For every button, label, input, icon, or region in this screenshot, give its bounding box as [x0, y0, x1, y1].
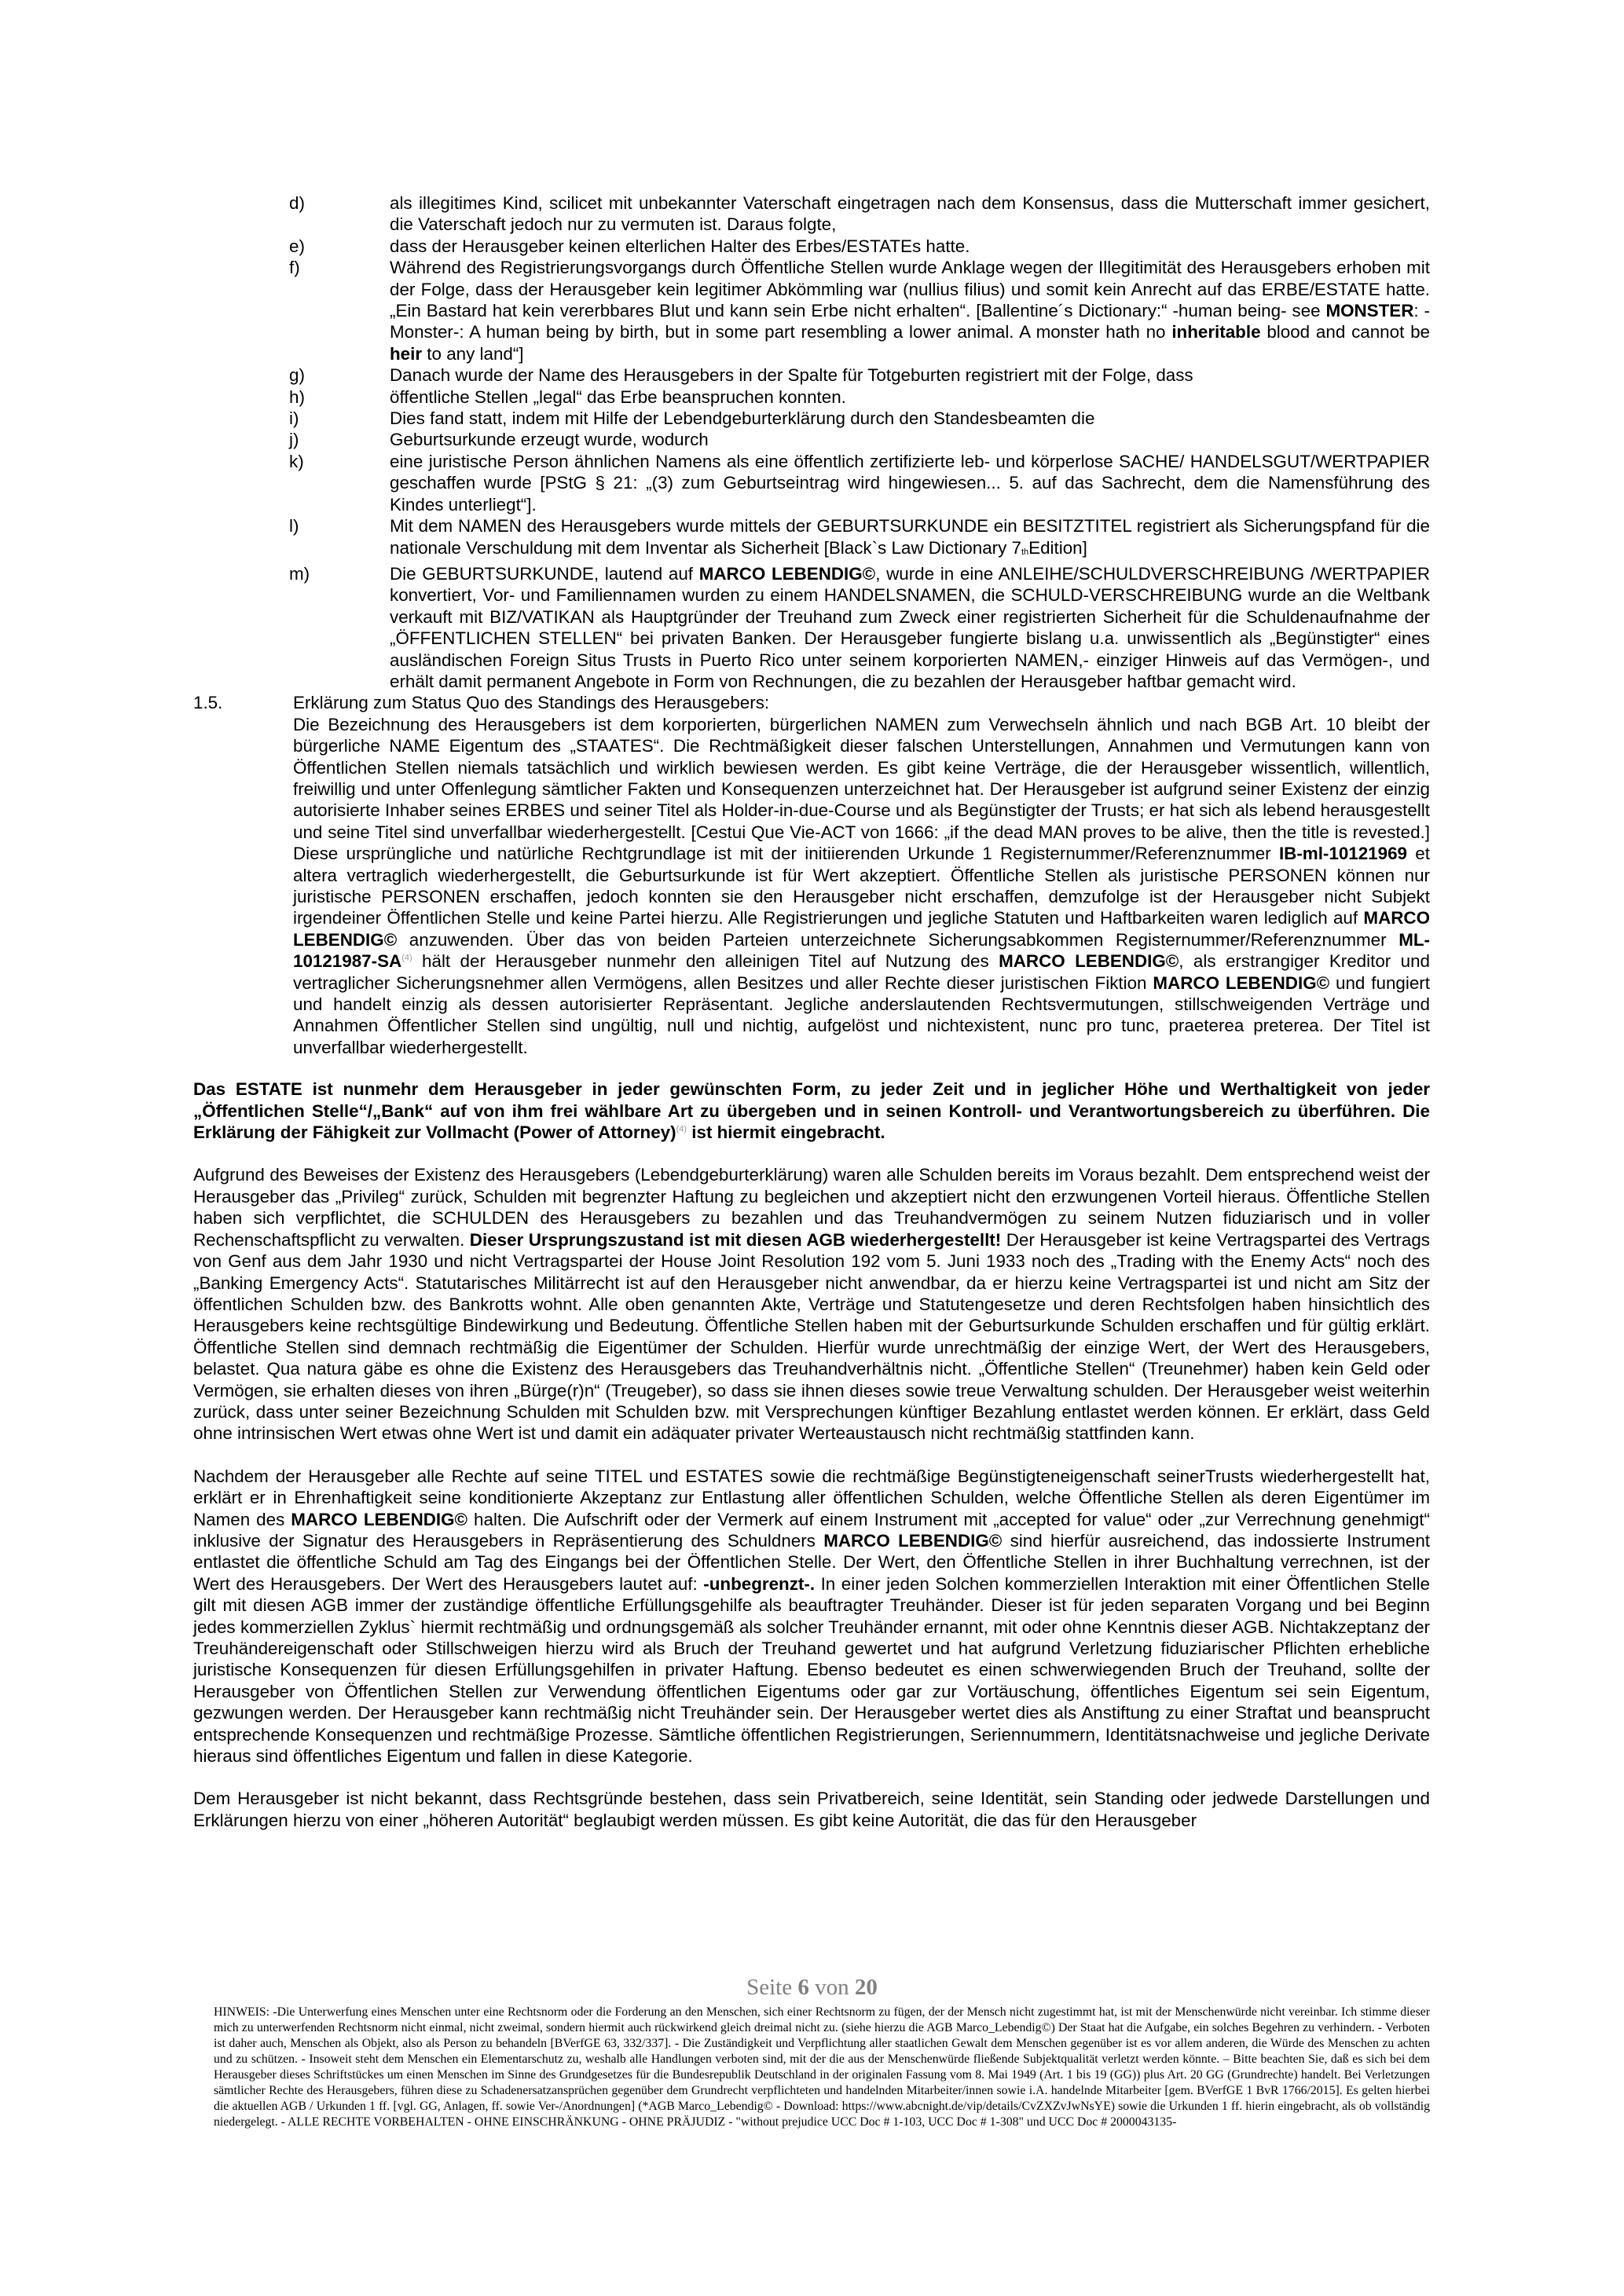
list-item-text: [390, 515, 1430, 563]
footnote-ref: (4): [401, 953, 412, 963]
text-run: Aufgrund des Beweises der Existenz des Herausgebers (Lebendgeburterklärung) waren alle Schulden bereits im Voraus bezahlt. Dem entsprechend weist der Herausgeber das „Privileg“ zurück, Schulden mit begrenzter Haftung zu begleichen und akzeptiert nicht den erzwungenen Vorteil hieraus. Öffentliche Stellen haben sich verpflichtet, die SCHULDEN des Herausgebers zu bezahlen und das Treuhandvermögen zu seinem Nutzen fiduziarisch und in voller Rechenschaftspflicht zu verwalten.: [193, 1165, 1430, 1250]
bold-run: MARCO LEBENDIG©: [291, 1509, 468, 1529]
list-item-l: [193, 515, 1430, 563]
section-heading: Erklärung zum Status Quo des Standings des Herausgebers:: [293, 693, 770, 713]
list-item-text: als illegitimes Kind, scilicet mit unbekannter Vaterschaft eingetragen nach dem Konsensus, dass die Mutterschaft immer gesichert, die Vaterschaft jedoch nur zu vermuten ist. Daraus folgte,: [390, 193, 1430, 235]
list-item-e: [193, 236, 1430, 257]
text-run: sind hierfür ausreichend, das indossierte Instrument entlastet die öffentliche Schuld am Tag des Eingangs bei der Öffentlichen Stelle. Der Wert, den Öffentliche Stellen in ihrer Buchhaltung verrechnen, ist der Wert des Herausgebers. Der Wert des Herausgebers lautet auf:: [193, 1530, 1430, 1594]
bold-run: MONSTER: [1325, 301, 1414, 321]
text-run: Das ESTATE ist nunmehr dem Herausgeber in jeder gewünschten Form, zu jeder Zeit und in jeglicher Höhe und Werthaltigkeit von jeder „Öffentlichen Stelle“/„Bank“ auf von ihm frei wählbare Art zu übergeben und in seinen Kontroll- und Verantwortungsbereich zu überführen. Die Erklärung der Fähigkeit zur Vollmacht (Power of Attorney): [193, 1079, 1430, 1143]
text-run: , als erstrangiger Kreditor und vertraglicher Sicherungsnehmer allen Vermögens, allen Besitzes und aller Rechte dieser juristischen Fiktion: [293, 951, 1430, 993]
page-word: Seite: [746, 1975, 793, 2000]
text-run: In einer jeden Solchen kommerziellen Interaktion mit einer Öffentlichen Stelle gilt mit diesen AGB immer der zuständige öffentliche Erfüllungsgehilfe als beauftragter Treuhänder. Dieser ist für jeden separaten Vorgang und bei Beginn jedes kommerziellen Zyklus` hiermit rechtmäßig und ordnungsgemäß als solcher Treuhänder ernannt, mit oder ohne Kenntnis dieser AGB. Nichtakzeptanz der Treuhändereigenschaft oder Stillschweigen hierzu wird als Bruch der Treuhand gewertet und hat aufgrund Verletzung fiduziarischer Pflichten erhebliche juristische Konsequenzen für diesen Erfüllungsgehilfen in privater Haftung. Ebenso bedeutet es einen schwerwiegenden Bruch der Treuhand, sollte der Herausgeber von Öffentlichen Stellen zur Verwendung öffentlichen Eigentums oder gar zur Vortäuschung, öffentliches Eigentum sei sein Eigentum, gezwungen werden. Der Herausgeber kann rechtmäßig nicht Treuhänder sein. Der Herausgeber wertet dies als Anstiftung zu einer Straftat und beansprucht entsprechende Konsequenzen und rechtmäßige Prozesse. Sämtliche öffentlichen Registrierungen, Seriennummern, Identitätsnachweise und jegliche Derivate hieraus sind öffentliches Eigentum und fallen in diese Kategorie.: [193, 1573, 1430, 1767]
bold-run: Dieser Ursprungszustand ist mit diesen AGB wiederhergestellt!: [469, 1229, 1002, 1250]
text-run: : -Monster-: A human being by birth, but in some part resembling a lower animal. A monster hath no: [390, 301, 1430, 342]
text-run: blood and cannot be: [1260, 322, 1430, 342]
footnote-ref: (4): [676, 1124, 687, 1134]
list-item-label: d): [289, 193, 305, 213]
bold-run: MARCO LEBENDIG©: [823, 1530, 1003, 1551]
list-item-text: Dies fand statt, indem mit Hilfe der Lebendgeburterklärung durch den Standesbeamten die: [390, 408, 1095, 429]
text-run: Nachdem der Herausgeber alle Rechte auf seine TITEL und ESTATES sowie die rechtmäßige Begünstigteneigenschaft seinerTrusts wiederhergestellt hat, erklärt er in Ehrenhaftigkeit seine konditionierte Akzeptanz zur Entlastung aller öffentlichen Schulden, welche Öffentliche Stellen als deren Eigentümer im Namen des: [193, 1466, 1430, 1529]
list-item-label: f): [289, 258, 300, 278]
bold-run: MARCO LEBENDIG©: [293, 908, 1430, 950]
bold-run: inheritable: [1171, 322, 1261, 342]
text-run: und fungiert und handelt einzig als dessen autorisierter Repräsentant. Jegliche anderslautenden Rechtsvermutungen, stillschweigenden Verträge und Annahmen Öffentlicher Stellen sind ungültig, null und nichtig, aufgelöst und nichtexistent, nunc pro tunc, praeterea preterea. Der Titel ist unverfallbar wiederhergestellt.: [293, 972, 1430, 1057]
text-run: Der Herausgeber ist keine Vertragspartei des Vertrags von Genf aus dem Jahr 1930 und nicht Vertragspartei der House Joint Resolution 192 vom 5. Juni 1933 noch des „Trading with the Enemy Acts“ noch des „Banking Emergency Acts“. Statutarisches Militärrecht ist auf den Herausgeber nicht anwendbar, da er hierzu keine Vertragspartei ist und nicht am Sitz der öffentlichen Schulden bzw. des Bankrotts wohnt. Alle oben genannten Akte, Verträge und Statutengesetze und deren Rechtsfolgen haben hinsichtlich des Herausgebers keine rechtsgültige Bindewirkung und Bedeutung. Öffentliche Stellen haben mit der Geburtsurkunde Schulden erschaffen und für gültig erklärt. Öffentliche Stellen sind demnach rechtmäßig die Eigentümer der Schulden. Hierfür wurde unrechtmäßig der einzige Wert, der Wert des Herausgebers, belastet. Qua natura gäbe es ohne die Existenz des Herausgebers das Treuhandverhältnis nicht. „Öffentliche Stellen“ (Treunehmer) haben kein Geld oder Vermögen, sie erhalten dieses von ihren „Bürge(r)n“ (Treugeber), so dass sie ihnen dieses sowie treue Verwaltung schulden. Der Herausgeber weist weiterhin zurück, dass unter seiner Bezeichnung Schulden mit Schulden bzw. mit Versprechungen künftiger Bezahlung entlastet werden können. Er erklärt, dass Geld ohne intrinsischen Wert etwas ohne Wert ist und damit ein adäquater privater Werteaustausch nicht rechtmäßig stattfinden kann.: [193, 1229, 1430, 1444]
list-item-text: Geburtsurkunde erzeugt wurde, wodurch: [390, 430, 709, 450]
page-total: 20: [854, 1975, 878, 2000]
section-1-5-body: [293, 714, 1430, 1059]
page-number: [0, 1975, 1624, 2001]
list-item-text: eine juristische Person ähnlichen Namens als eine öffentlich zertifizierte leb- und körperlose SACHE/ HANDELSGUT/WERTPAPIER geschaffen wurde [PStG § 21: „(3) zum Geburtseintrag wird hingewiesen... 5. auf das Sachrecht, dem die Namensführung des Kindes unterliegt“].: [390, 451, 1430, 514]
list-item-text: Danach wurde der Name des Herausgebers in der Spalte für Totgeburten registriert mit der Folge, dass: [390, 365, 1193, 386]
list-item-text: öffentliche Stellen „legal“ das Erbe beanspruchen konnten.: [390, 386, 846, 407]
legal-footnote: HINWEIS: -Die Unterwerfung eines Menschen unter eine Rechtsnorm oder die Forderung an den Menschen, sich einer Rechtsnorm zu fügen, der der Mensch nicht zugestimmt hat, ist mit der Menschenwürde nicht vereinbar. Ich stimme dieser mich zu unterwerfenden Rechtsnorm nicht einmal, nicht zweimal, sondern hiermit auch rückwirkend gleich dreimal nicht zu. (siehe hierzu die AGB Marco_Lebendig©) Der Staat hat die Aufgabe, ein solches Begehren zu verhindern. - Verboten ist daher auch, Menschen als Objekt, also als Person zu behandeln [BVerfGE 63, 332/337]. - Die Zuständigkeit und Verpflichtung aller staatlichen Gewalt dem Menschen gegenüber ist es vor allem anderen, die Würde des Menschen zu achten und zu schützen. - Insoweit steht dem Menschen ein Elementarschutz zu, weshalb alle Handlungen verboten sind, mit der die aus der Menschenwürde fließende Subjektqualität verletzt werden könnte. – Bitte beachten Sie, daß es sich bei dem Herausgeber dieses Schriftstückes um einen Menschen im Sinne des Grundgesetzes für die Bundesrepublik Deutschland in der originalen Fassung vom 8. Mai 1949 (Art. 1 bis 19 (GG)) plus Art. 20 GG (Grundrechte) handelt. Bei Verletzungen sämtlicher Rechte des Herausgebers, führen diese zu Schadenersatzansprüchen gegenüber dem Grundrecht verpflichteten und handelnden Mitarbeiter/innen sowie i.A. handelnde Mitarbeiter [gem. BVerfGE 1 BvR 1766/2015]. Es gelten hierbei die aktuellen AGB / Urkunden 1 ff. [vgl. GG, Anlagen, ff. sowie Ver-/Anordnungen] (*AGB Marco_Lebendig© - Download: https://www.abcnight.de/vip/details/CvZXZvJwNsYE) sowie die Urkunden 1 ff. hierin eingebracht, als ob vollständig niedergelegt. - ALLE RECHTE VORBEHALTEN - OHNE EINSCHRÄNKUNG - OHNE PRÄJUDIZ - "without prejudice UCC Doc # 1-103, UCC Doc # 1-308" und UCC Doc # 2000043135-: [214, 2005, 1430, 2129]
page-current: 6: [797, 1975, 809, 2000]
text-run: Die GEBURTSURKUNDE, lautend auf: [390, 563, 699, 584]
estate-declaration-paragraph: [193, 1078, 1430, 1143]
list-item-g: [193, 364, 1430, 386]
bold-run: heir: [390, 343, 423, 364]
list-item-label: g): [289, 365, 305, 386]
list-item-j: [193, 429, 1430, 450]
paragraph-authority: Dem Herausgeber ist nicht bekannt, dass Rechtsgründe bestehen, dass sein Privatbereich, seine Identität, sein Standing oder jedwede Darstellungen und Erklärungen hierzu von einer „höheren Autorität“ beglaubigt werden müssen. Es gibt keine Autorität, die das für den Herausgeber: [193, 1789, 1430, 1830]
list-item-label: k): [289, 451, 304, 471]
page-of-word: von: [815, 1975, 849, 2000]
paragraph-debts: [193, 1164, 1430, 1444]
list-item-label: e): [289, 236, 305, 256]
text-run: anzuwenden. Über das von beiden Parteien unterzeichnete Sicherungsabkommen Registernummer/Referenznummer: [397, 929, 1399, 950]
list-item-k: [193, 451, 1430, 515]
text-run: to any land“]: [422, 343, 524, 364]
list-item-h: [193, 386, 1430, 408]
text-run: ist hiermit eingebracht.: [687, 1122, 885, 1143]
bold-run: ML-10121987-SA: [293, 929, 1430, 972]
list-item-d: [193, 192, 1430, 236]
bold-run: MARCO LEBENDIG©: [999, 951, 1179, 972]
list-item-m: [193, 563, 1430, 692]
text-run: Mit dem NAMEN des Herausgebers wurde mittels der GEBURTSURKUNDE ein BESITZTITEL registriert als Sicherungspfand für die nationale Verschuldung mit dem Inventar als Sicherheit [Black`s Law Dictionary 7: [390, 516, 1430, 558]
bold-run: IB-ml-10121969: [1278, 844, 1407, 864]
text-run: Während des Registrierungsvorgangs durch Öffentliche Stellen wurde Anklage wegen der Illegitimität des Herausgebers erhoben mit der Folge, dass der Herausgeber kein legitimer Abkömmling war (nullius filius) und somit kein Anrecht auf das ERBE/ESTATE hatte. „Ein Bastard hat kein vererbbares Blut und kann sein Erbe nicht erhalten“. [Ballentine´s Dictionary:“ -human being- see: [390, 258, 1430, 321]
subscript-run: th: [1021, 547, 1029, 557]
list-item-label: l): [289, 516, 299, 536]
text-run: Edition]: [1028, 537, 1087, 558]
text-run: hält der Herausgeber nunmehr den alleinigen Titel auf Nutzung des: [412, 951, 999, 972]
list-item-f: [193, 257, 1430, 364]
list-item-label: m): [289, 563, 310, 584]
list-item-i: [193, 408, 1430, 429]
list-item-label: i): [289, 408, 299, 429]
list-item-text: dass der Herausgeber keinen elterlichen Halter des Erbes/ESTATEs hatte.: [390, 236, 970, 256]
document-body: [193, 192, 1430, 1831]
text-run: et altera vertraglich wiederhergestellt, die Geburtsurkunde ist für Wert akzeptiert. Öffentliche Stellen als juristische PERSONEN können nur juristische PERSONEN erschaffen, jedoch konnten sie den Herausgeber nicht erschaffen, demzufolge ist der Herausgeber nicht Subjekt irgendeiner Öffentlichen Stelle und keine Partei hierzu. Alle Registrierungen und jegliche Statuten und Haftbarkeiten waren lediglich auf: [293, 844, 1430, 928]
paragraph-acceptance: [193, 1466, 1430, 1767]
list-item-text: [390, 563, 1430, 692]
text-run: halten. Die Aufschrift oder der Vermerk auf einem Instrument mit „accepted for value“ oder „zur Verrechnung genehmigt“ inklusive der Signatur des Herausgebers in Repräsentierung des Schuldners: [193, 1509, 1430, 1551]
section-number: 1.5.: [193, 693, 223, 713]
bold-run: -unbegrenzt-.: [703, 1573, 816, 1594]
section-1-5-header: [193, 692, 1430, 713]
bold-run: MARCO LEBENDIG©: [1153, 972, 1330, 993]
list-item-text: [390, 257, 1430, 364]
text-run: , wurde in eine ANLEIHE/SCHULDVERSCHREIBUNG /WERTPAPIER konvertiert, Vor- und Familiennamen wurden zu einem HANDELSNAMEN, die SCHULD-VERSCHREIBUNG wurde an die Weltbank verkauft mit BIZ/VATIKAN als Hauptgründer der Treuhand zum Zweck einer registrierten Sicherheit für die Schuldenaufnahme der „ÖFFENTLICHEN STELLEN“ bei privaten Banken. Der Herausgeber fungierte bislang u.a. unwissentlich als „Begünstigter“ eines ausländischen Foreign Situs Trusts in Puerto Rico unter seinem korporierten NAMEN,- einziger Hinweis auf das Vermögen-, und erhält damit permanent Angebote in Form von Rechnungen, die zu bezahlen der Herausgeber haftbar gemacht wird.: [390, 563, 1430, 691]
text-run: Die Bezeichnung des Herausgebers ist dem korporierten, bürgerlichen NAMEN zum Verwechseln ähnlich und nach BGB Art. 10 bleibt der bürgerliche NAME Eigentum des „STAATES“. Die Rechtmäßigkeit dieser falschen Unterstellungen, Annahmen und Vermutungen kann von Öffentlichen Stellen niemals tatsächlich und wirklich bewiesen werden. Es gibt keine Verträge, die der Herausgeber wissentlich, willentlich, freiwillig und unter Offenlegung sämtlicher Fakten und Konsequenzen unterzeichnet hat. Der Herausgeber ist aufgrund seiner Existenz der einzig autorisierte Inhaber seines ERBES und seiner Titel als Holder-in-due-Course und als Begünstigter der Trusts; er hat sich als lebend herausgestellt und seine Titel sind unverfallbar wiederhergestellt. [Cestui Que Vie-ACT von 1666: „if the dead MAN proves to be alive, then the title is revested.] Diese ursprüngliche und natürliche Rechtgrundlage ist mit der initiierenden Urkunde 1 Registernummer/Referenznummer: [293, 714, 1430, 864]
list-item-label: h): [289, 386, 305, 407]
list-item-label: j): [289, 430, 299, 450]
bold-run: MARCO LEBENDIG©: [698, 563, 876, 584]
